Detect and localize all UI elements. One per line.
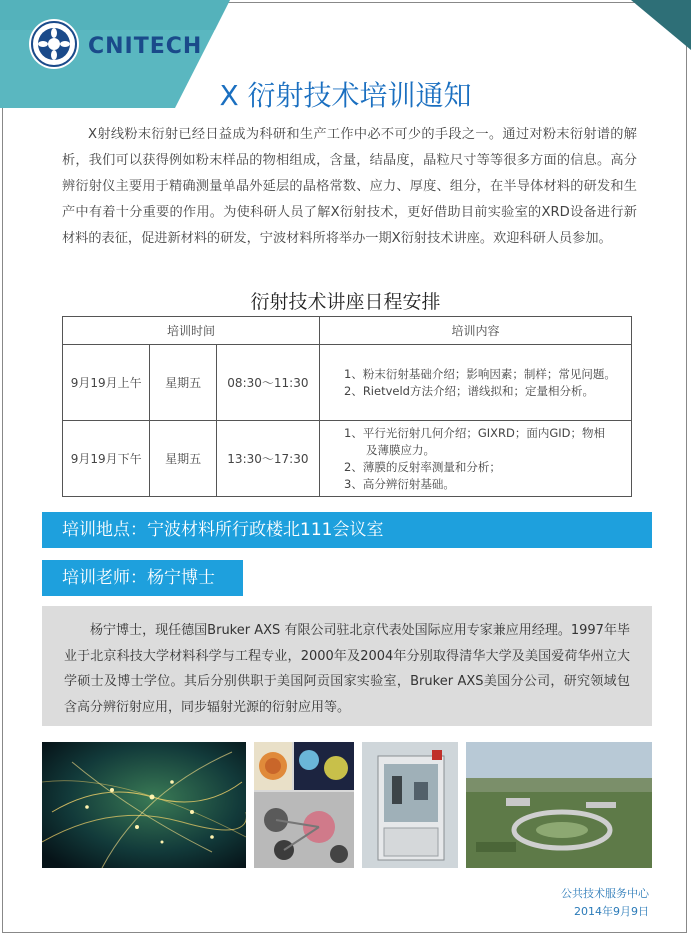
schedule-table <box>62 316 632 497</box>
content-item: 1、粉末衍射基础介绍；影响因素；制样；常见问题。 <box>344 366 616 381</box>
footer-org: 公共技术服务中心 <box>561 887 649 900</box>
row-weekday: 星期五 <box>150 345 216 421</box>
content-item: 2、Rietveld方法介绍；谱线拟和；定量相分析。 <box>344 383 594 398</box>
row-time: 13:30～17:30 <box>216 421 319 497</box>
content-item: 2、薄膜的反射率测量和分析； <box>344 459 501 474</box>
row-time: 08:30～11:30 <box>216 345 319 421</box>
schedule-title: 衍射技术讲座日程安排 <box>250 291 441 313</box>
teacher-banner: 培训老师：杨宁博士 <box>42 560 243 596</box>
molecule-collage-photo <box>254 742 354 868</box>
content-item: 1、平行光衍射几何介绍；GIXRD；面内GID；物相 <box>344 425 605 440</box>
header-content: 培训内容 <box>320 317 632 345</box>
teacher-bio-box <box>42 606 652 726</box>
diffractometer-photo <box>362 742 458 868</box>
synchrotron-aerial-photo <box>466 742 652 868</box>
header-time: 培训时间 <box>63 317 320 345</box>
table-header-row <box>63 317 632 345</box>
teacher-bio: 杨宁博士，现任德国Bruker AXS 有限公司驻北京代表处国际应用专家兼应用经理。1997年毕业于北京科技大学材料科学与工程专业，2000年及2004年分别取得清华大学及美国爱荷华州立大学硕士及博士学位。其后分别供职于美国阿贡国家实验室，Bruker AXS美国分公司，研究领域包含高分辨衍射应用，同步辐射光源的衍射应用等。 <box>64 623 630 715</box>
row-weekday: 星期五 <box>150 421 216 497</box>
row-date: 9月19月下午 <box>63 421 150 497</box>
row-date: 9月19月上午 <box>63 345 150 421</box>
world-network-photo <box>42 742 246 868</box>
location-banner: 培训地点：宁波材料所行政楼北111会议室 <box>42 512 652 548</box>
table-row <box>63 421 632 497</box>
table-row <box>63 345 632 421</box>
footer-date: 2014年9月9日 <box>574 905 649 918</box>
row-content <box>320 345 632 421</box>
page-title: X 衍射技术培训通知 <box>219 79 472 112</box>
row-content <box>320 421 632 497</box>
corner-triangle <box>631 0 691 50</box>
content-item: 及薄膜应力。 <box>366 442 435 457</box>
intro-paragraph: X射线粉末衍射已经日益成为科研和生产工作中必不可少的手段之一。通过对粉末衍射谱的解析，我们可以获得例如粉末样品的物相组成，含量，结晶度，晶粒尺寸等等很多方面的信息。高分辨衍射仪主要用于精确测量单晶外延层的晶格常数、应力、厚度、组分，在半导体材料的研发和生产中有着十分重要的作用。为使科研人员了解X衍射技术，更好借助目前实验室的XRD设备进行新材料的表征，促进新材料的研发，宁波材料所将举办一期X衍射技术讲座。欢迎科研人员参加。 <box>62 127 637 246</box>
cas-emblem-icon <box>28 18 80 70</box>
content-item: 3、高分辨衍射基础。 <box>344 476 455 491</box>
brand-name: CNITECH <box>88 34 203 59</box>
